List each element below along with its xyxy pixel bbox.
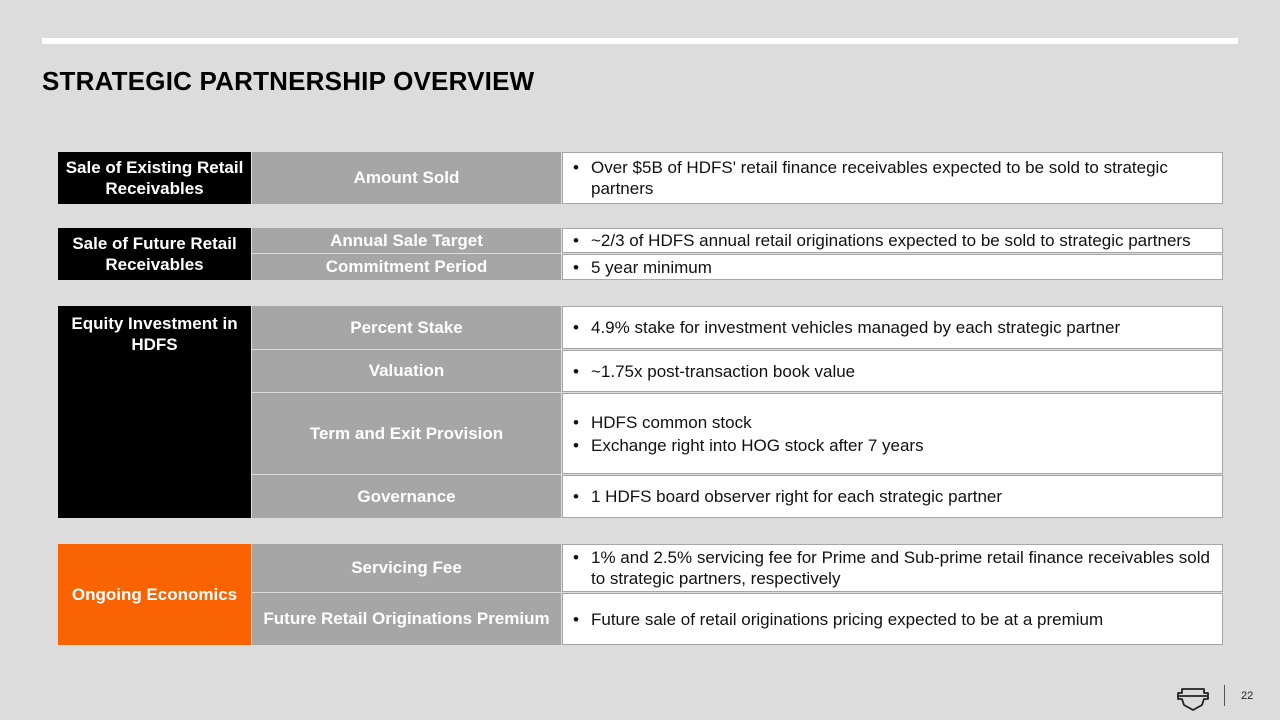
row-value [562, 306, 1223, 349]
page-title: STRATEGIC PARTNERSHIP OVERVIEW [42, 66, 535, 96]
bullet-item [573, 361, 1210, 382]
section-label: Sale of Future Retail Receivables [58, 228, 251, 280]
bullet-text: Exchange right into HOG stock after 7 years [591, 435, 924, 455]
table-row [252, 350, 1223, 392]
bullet-text: 1% and 2.5% servicing fee for Prime and Sub-prime retail finance receivables sold to strategic partners, respectively [591, 548, 1210, 588]
bullet-item [573, 486, 1210, 507]
bullet-dot: • [573, 412, 579, 432]
bullet-text: 4.9% stake for investment vehicles managed by each strategic partner [591, 318, 1121, 337]
bullet-dot: • [573, 361, 579, 381]
bullet-text: 5 year minimum [591, 257, 712, 277]
row-key: Percent Stake [252, 306, 561, 349]
section-existing-receivables [58, 152, 1223, 204]
row-value [562, 228, 1223, 253]
bullet-item [573, 547, 1210, 589]
bullet-text: ~1.75x post-transaction book value [591, 361, 856, 381]
section-equity-investment [58, 306, 1223, 518]
table-row [252, 306, 1223, 349]
section-ongoing-economics [58, 544, 1223, 645]
bullet-text: HDFS common stock [591, 412, 752, 432]
row-key: Amount Sold [252, 152, 561, 204]
bar-and-shield-logo-icon [1177, 686, 1209, 712]
bullet-dot: • [573, 435, 579, 455]
bullet-item [573, 157, 1210, 199]
row-key: Annual Sale Target [252, 228, 561, 253]
table-row [252, 475, 1223, 518]
row-value [562, 593, 1223, 645]
bullet-dot: • [573, 257, 579, 277]
bullet-text: Over $5B of HDFS' retail finance receivables expected to be sold to strategic partners [591, 158, 1168, 198]
row-key: Governance [252, 475, 561, 518]
row-value [562, 475, 1223, 518]
bullet-item [573, 412, 1210, 433]
table-row [252, 228, 1223, 253]
row-value [562, 544, 1223, 592]
row-key: Term and Exit Provision [252, 393, 561, 474]
table-row [252, 593, 1223, 645]
row-key: Servicing Fee [252, 544, 561, 592]
row-value [562, 393, 1223, 474]
bullet-dot: • [573, 318, 579, 337]
section-label: Sale of Existing Retail Receivables [58, 152, 251, 204]
footer-divider [1224, 685, 1225, 706]
bullet-item [573, 609, 1210, 630]
bullet-dot: • [573, 487, 579, 506]
section-label: Equity Investment in HDFS [58, 306, 251, 518]
row-key: Commitment Period [252, 254, 561, 280]
bullet-item [573, 257, 1210, 278]
bullet-dot: • [573, 548, 579, 567]
row-value [562, 254, 1223, 280]
bullet-dot: • [573, 158, 579, 177]
bullet-item [573, 435, 1210, 456]
table-row [252, 393, 1223, 474]
bullet-text: ~2/3 of HDFS annual retail originations expected to be sold to strategic partners [591, 231, 1191, 250]
section-label: Ongoing Economics [58, 544, 251, 645]
bullet-dot: • [573, 609, 579, 629]
bullet-text: 1 HDFS board observer right for each strategic partner [591, 487, 1003, 506]
bullet-text: Future sale of retail originations pricing expected to be at a premium [591, 609, 1104, 629]
table-row [252, 152, 1223, 204]
table-row [252, 254, 1223, 280]
row-key: Valuation [252, 350, 561, 392]
page-number: 22 [1241, 690, 1254, 702]
bullet-item [573, 230, 1210, 251]
section-future-receivables [58, 228, 1223, 280]
table-row [252, 544, 1223, 592]
row-value [562, 350, 1223, 392]
bullet-dot: • [573, 231, 579, 250]
row-value [562, 152, 1223, 204]
top-divider [42, 38, 1238, 44]
bullet-item [573, 317, 1210, 338]
row-key: Future Retail Originations Premium [252, 593, 561, 645]
